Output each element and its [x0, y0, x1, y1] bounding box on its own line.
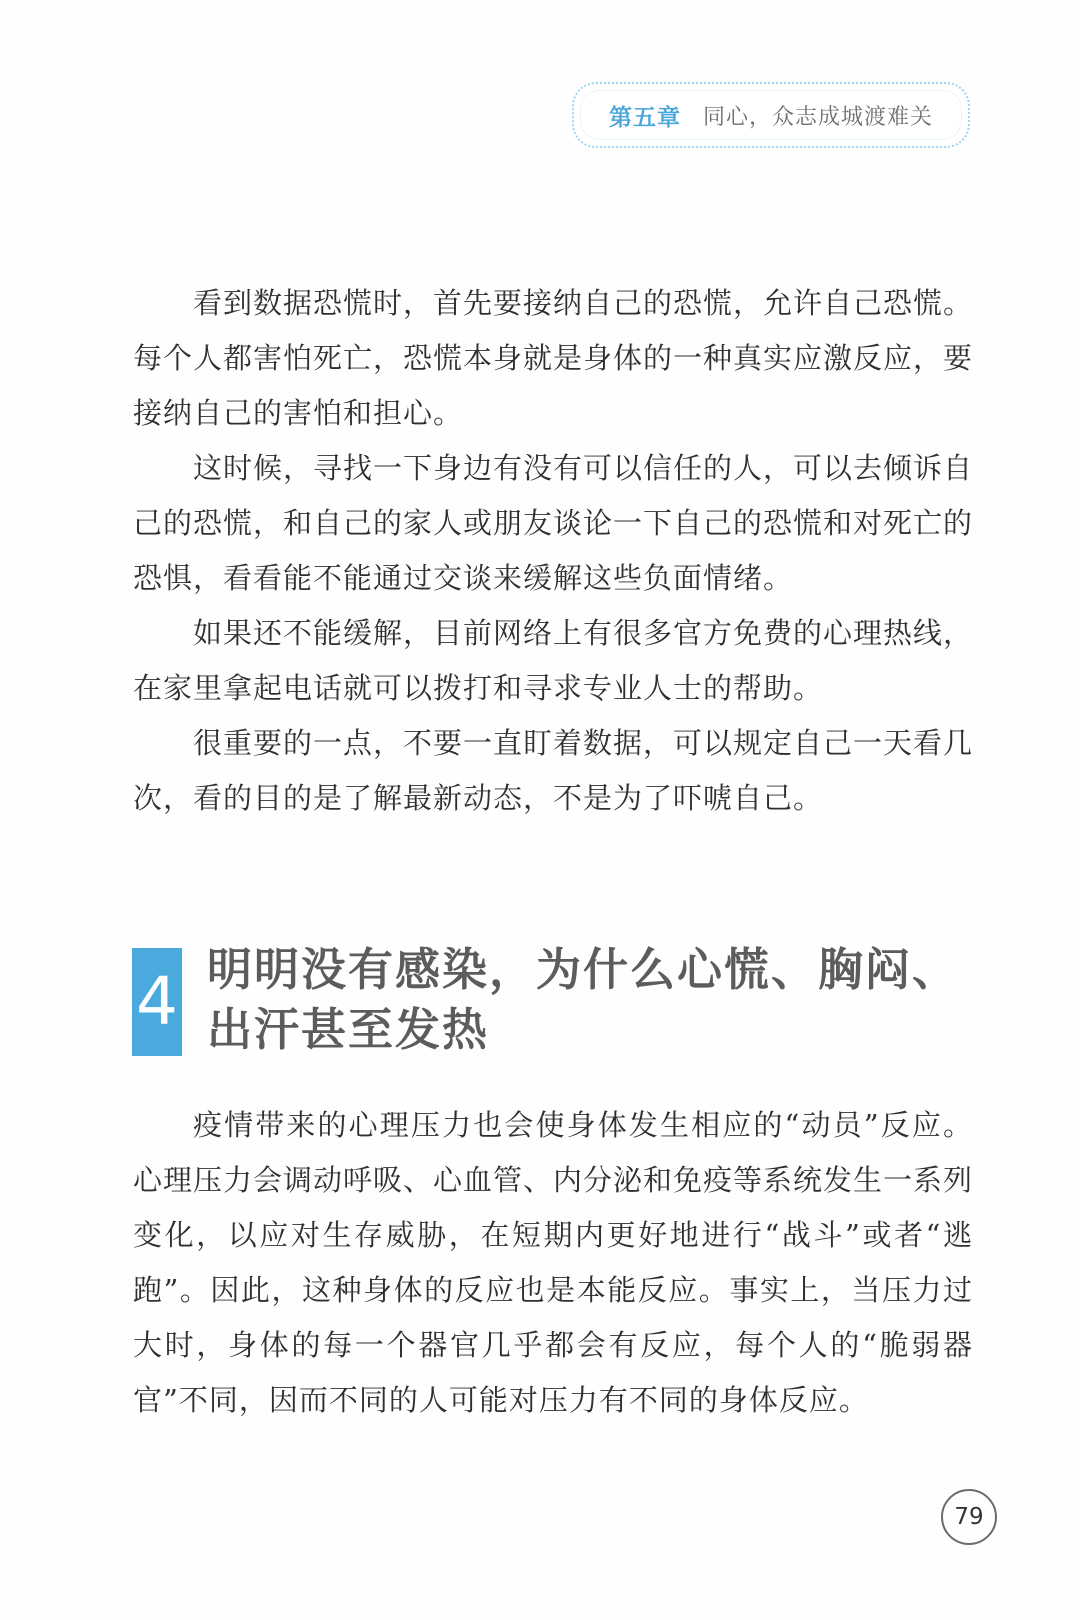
paragraph: 如果还不能缓解，目前网络上有很多官方免费的心理热线，在家里拿起电话就可以拨打和寻求专业人士的帮助。: [133, 616, 974, 705]
chapter-number: 第五章: [608, 104, 681, 131]
paragraph: 很重要的一点，不要一直盯着数据，可以规定自己一天看几次，看的目的是了解最新动态，不是为了吓唬自己。: [133, 726, 974, 815]
paragraph: 这时候，寻找一下身边有没有可以信任的人，可以去倾诉自己的恐慌，和自己的家人或朋友谈论一下自己的恐慌和对死亡的恐惧，看看能不能通过交谈来缓解这些负面情绪。: [133, 451, 974, 595]
section-title: 明明没有感染，为什么心慌、胸闷、出汗甚至发热: [207, 943, 960, 1056]
section-heading: [132, 943, 992, 1062]
paragraph: 疫情带来的心理压力也会使身体发生相应的“动员”反应。心理压力会调动呼吸、心血管、内分泌和免疫等系统发生一系列变化，以应对生存威胁，在短期内更好地进行“战斗”或者“逃跑”。因此，这种身体的反应也是本能反应。事实上，当压力过大时，身体的每一个器官几乎都会有反应，每个人的“脆弱器官”不同，因而不同的人可能对压力有不同的身体反应。: [133, 1108, 974, 1417]
running-header: [572, 82, 970, 148]
paragraph: 看到数据恐慌时，首先要接纳自己的恐慌，允许自己恐慌。每个人都害怕死亡，恐慌本身就是身体的一种真实应激反应，要接纳自己的害怕和担心。: [133, 286, 974, 430]
section-number-badge: 4: [132, 948, 182, 1056]
page-number: 79: [941, 1489, 997, 1545]
intro-text: [133, 276, 973, 826]
section-text: [133, 1098, 973, 1428]
chapter-title: 同心，众志成城渡难关: [702, 104, 933, 130]
